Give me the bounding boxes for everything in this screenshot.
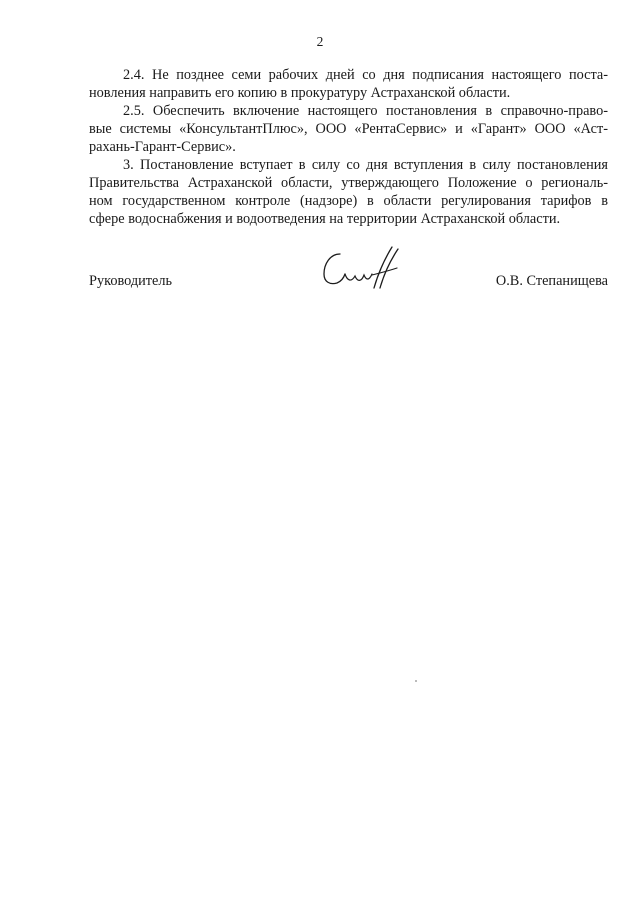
page-number: 2 — [316, 34, 324, 49]
paragraph-2-5-line-2: вые системы «КонсультантПлюс», ООО «РентаСервис» и «Гарант» ООО «Аст- — [89, 121, 608, 137]
paragraph-2-4-line-1: 2.4. Не позднее семи рабочих дней со дня подписания настоящего поста- — [123, 67, 608, 83]
scan-speck — [415, 680, 417, 682]
paragraph-3-line-2: Правительства Астраханской области, утверждающего Положение о региональ- — [89, 175, 608, 191]
signatory-name: О.В. Степанищева — [495, 273, 608, 289]
paragraph-3-line-3: ном государственном контроле (надзоре) в области регулирования тарифов в — [89, 193, 608, 209]
handwritten-signature — [318, 244, 404, 292]
paragraph-2-4-line-2: новления направить его копию в прокуратуру Астраханской области. — [89, 85, 511, 101]
paragraph-3-line-4: сфере водоснабжения и водоотведения на территории Астраханской области. — [89, 211, 561, 227]
paragraph-2-5-line-3: рахань-Гарант-Сервис». — [89, 139, 236, 155]
paragraph-2-5-line-1: 2.5. Обеспечить включение настоящего постановления в справочно-право- — [123, 103, 608, 119]
signatory-role: Руководитель — [89, 273, 173, 289]
paragraph-3-line-1: 3. Постановление вступает в силу со дня вступления в силу постановления — [123, 157, 608, 173]
